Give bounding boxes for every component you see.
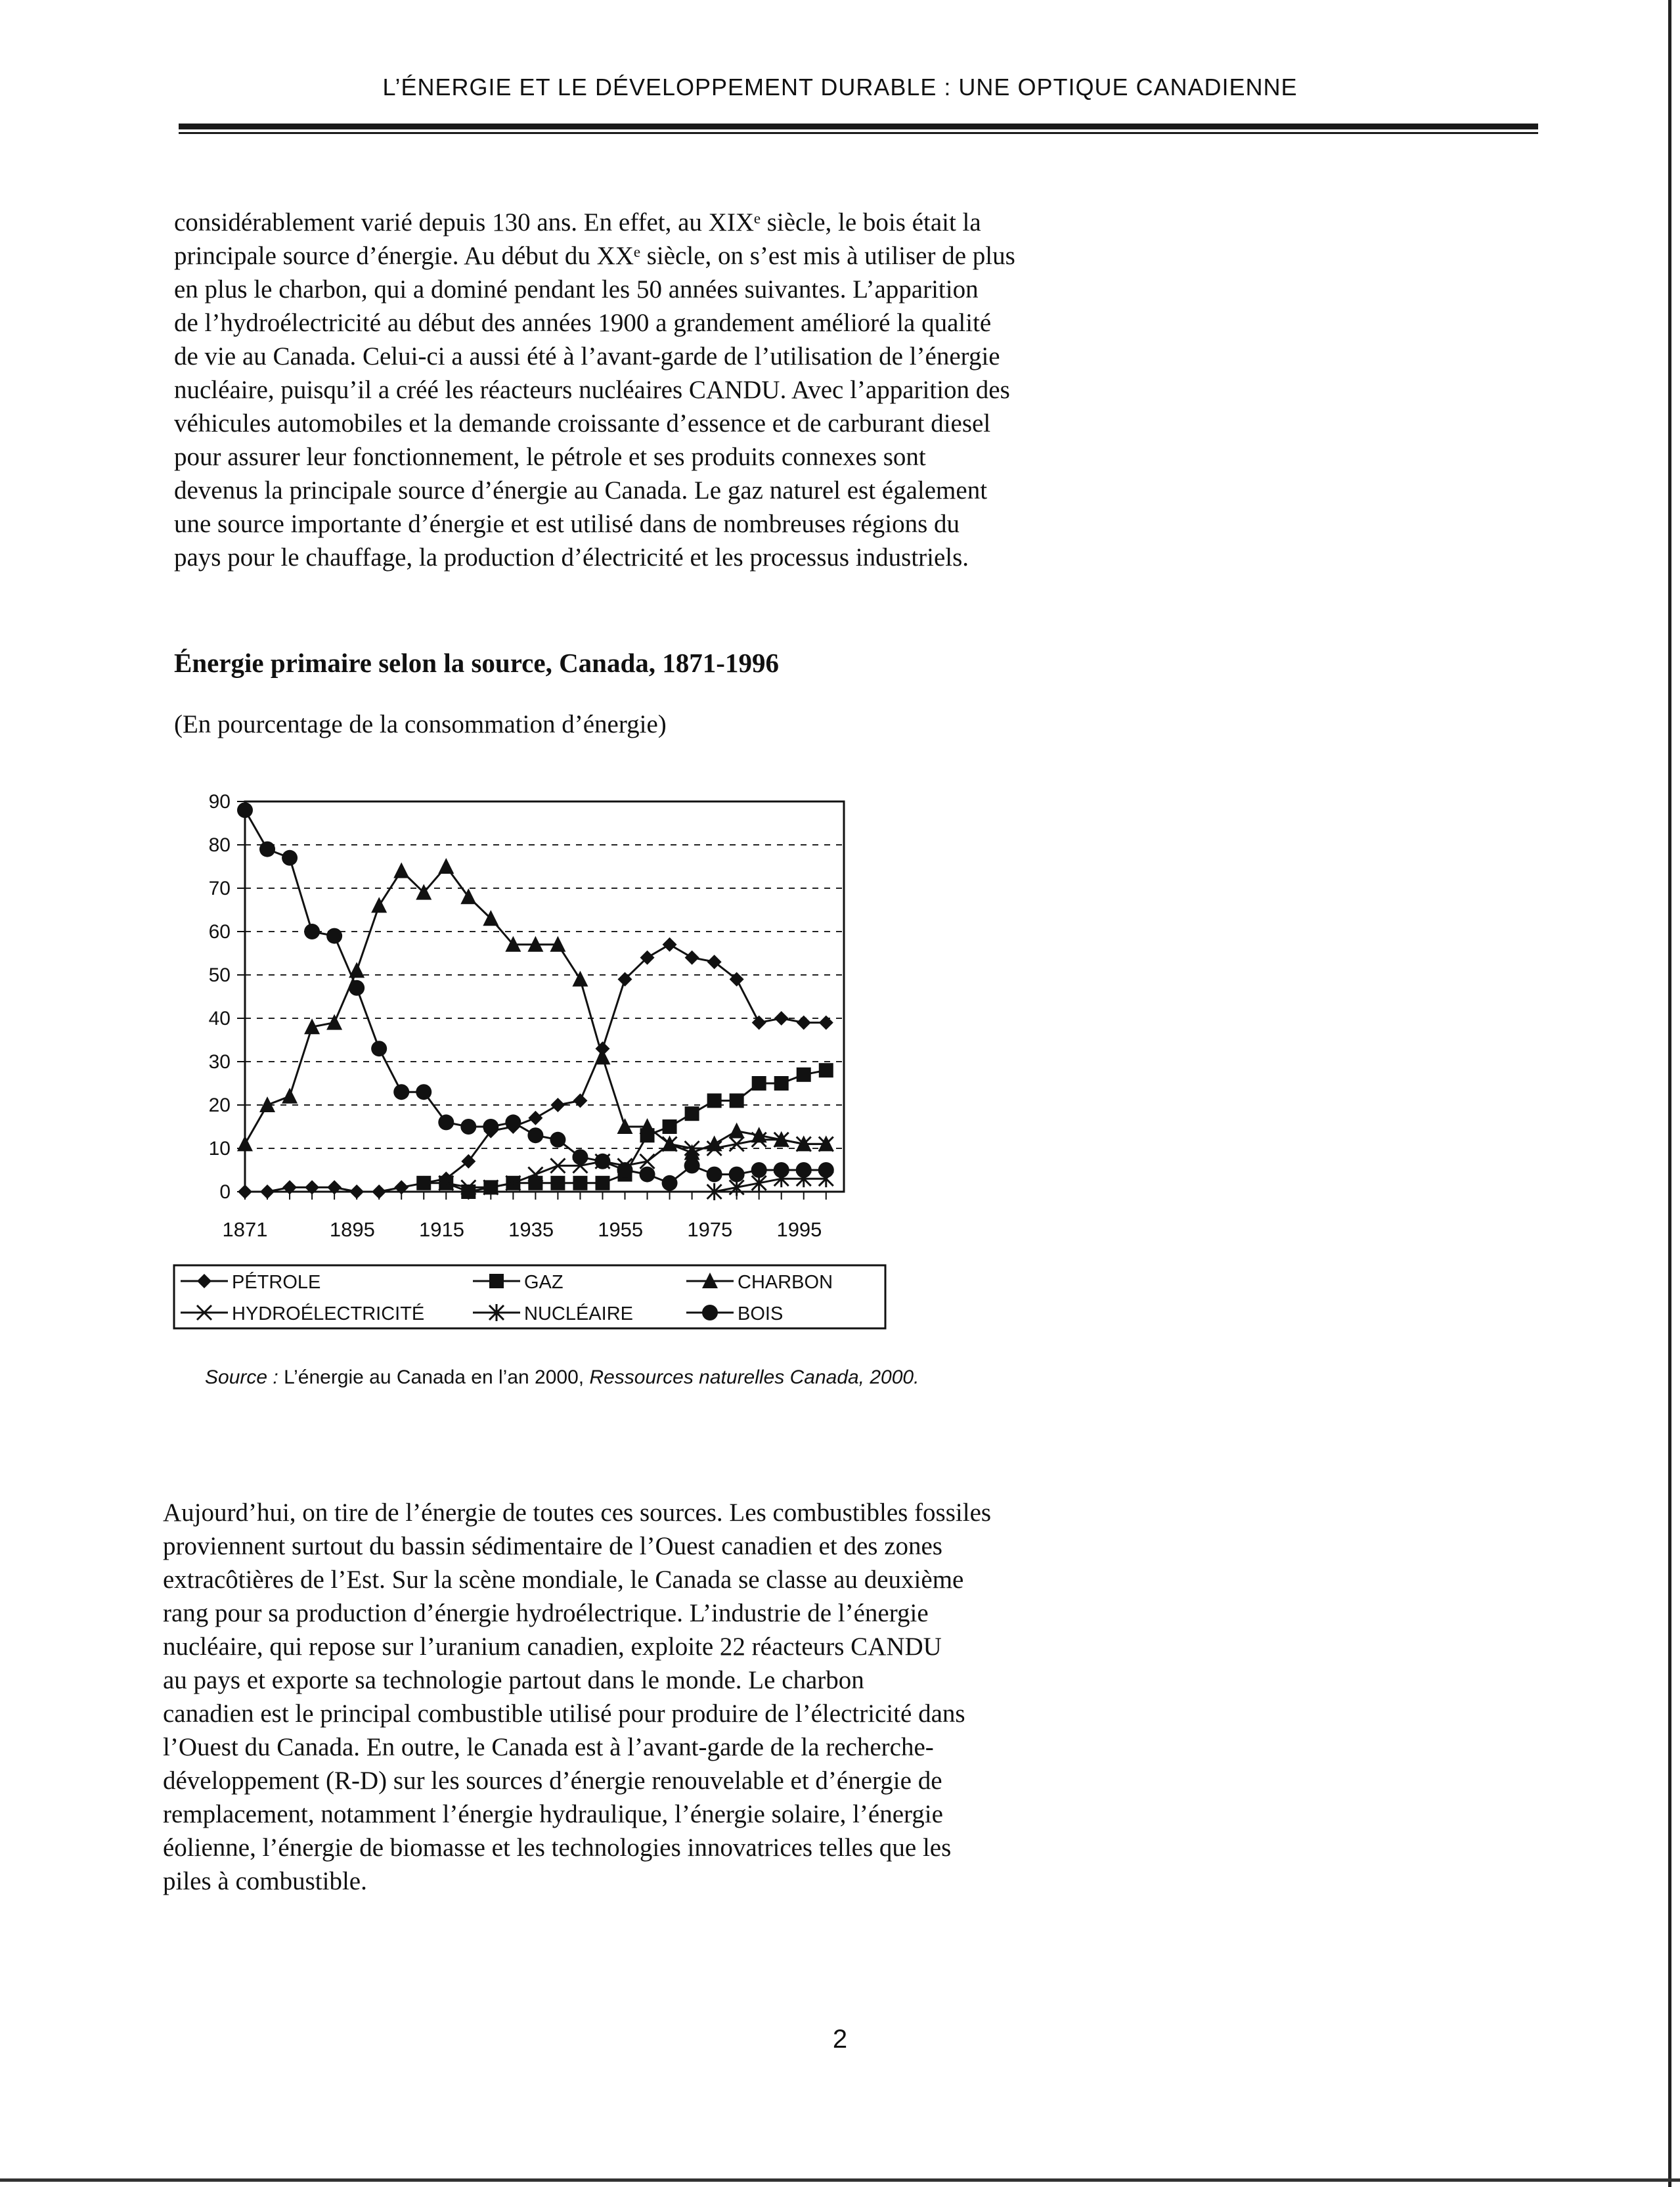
point-charbon (572, 971, 588, 987)
point-gaz (797, 1068, 811, 1082)
y-tick-label: 30 (208, 1051, 231, 1073)
source-note (205, 1366, 919, 1389)
x-tick-label: 1871 (222, 1218, 268, 1241)
point-bois (550, 1132, 565, 1148)
point-bois (527, 1127, 543, 1143)
source-text: L’énergie au Canada en l’an 2000, (278, 1366, 590, 1388)
point-charbon (594, 1048, 610, 1064)
y-tick-label: 40 (208, 1008, 231, 1029)
point-charbon (438, 858, 454, 874)
point-bois (304, 924, 320, 939)
point-bois (483, 1119, 498, 1135)
y-tick-label: 0 (219, 1181, 231, 1203)
point-bois (460, 1119, 476, 1135)
x-tick-label: 1955 (598, 1218, 644, 1241)
paragraph-line: développement (R-D) sur les sources d’énergie renouvelable et d’énergie de (163, 1767, 942, 1795)
point-petrole (663, 937, 677, 952)
point-bois (774, 1162, 789, 1178)
y-tick-label: 70 (208, 878, 231, 899)
paragraph-line: proviennent surtout du bassin sédimentaire de l’Ouest canadien et des zones (163, 1532, 942, 1560)
legend-label-nucleaire: NUCLÉAIRE (524, 1303, 633, 1324)
paragraph-line: l’Ouest du Canada. En outre, le Canada est à l’avant-garde de la recherche- (163, 1733, 934, 1761)
paragraph-line: extracôtières de l’Est. Sur la scène mondiale, le Canada se classe au deuxième (163, 1566, 964, 1594)
point-charbon (237, 1135, 253, 1151)
point-bois (684, 1158, 700, 1173)
point-petrole (819, 1016, 833, 1030)
paragraph-line: de vie au Canada. Celui-ci a aussi été à l’avant-garde de l’utilisation de l’énergie (174, 342, 1000, 371)
point-bois (796, 1162, 812, 1178)
point-petrole (260, 1184, 275, 1199)
paragraph-line: de l’hydroélectricité au début des années 1900 a grandement amélioré la qualité (174, 309, 992, 337)
point-petrole (797, 1016, 811, 1030)
point-charbon (326, 1014, 342, 1030)
paragraph-line: devenus la principale source d’énergie au Canada. Le gaz naturel est également (174, 476, 988, 505)
point-bois (751, 1162, 767, 1178)
paragraph-line: nucléaire, qui repose sur l’uranium canadien, exploite 22 réacteurs CANDU (163, 1633, 942, 1661)
point-gaz (685, 1106, 699, 1121)
paragraph-line: une source importante d’énergie et est utilisé dans de nombreuses régions du (174, 510, 960, 538)
point-gaz (416, 1176, 431, 1190)
point-charbon (371, 897, 387, 913)
legend-marker-bois (702, 1305, 718, 1320)
chart-subtitle: (En pourcentage de la consommation d’énergie) (174, 710, 667, 738)
legend-label-petrole: PÉTROLE (232, 1272, 321, 1293)
y-tick-label: 60 (208, 921, 231, 943)
point-bois (505, 1114, 521, 1130)
point-bois (662, 1175, 678, 1191)
y-tick-label: 80 (208, 834, 231, 856)
legend-label-charbon: CHARBON (738, 1272, 833, 1293)
legend-label-hydroelectricite: HYDROÉLECTRICITÉ (232, 1303, 425, 1324)
point-bois (617, 1162, 633, 1178)
point-petrole (372, 1184, 386, 1199)
paragraph-line: remplacement, notamment l’énergie hydraulique, l’énergie solaire, l’énergie (163, 1800, 943, 1828)
point-petrole (752, 1016, 766, 1030)
legend-marker-petrole (197, 1274, 211, 1288)
point-charbon (393, 863, 409, 878)
point-bois (729, 1167, 745, 1183)
point-petrole (528, 1111, 542, 1125)
legend-label-bois: BOIS (738, 1303, 784, 1324)
x-tick-label: 1935 (508, 1218, 554, 1241)
paragraph-line: pays pour le chauffage, la production d’électricité et les processus industriels. (174, 543, 969, 572)
point-gaz (573, 1176, 587, 1190)
point-bois (438, 1114, 454, 1130)
paragraph-line: principale source d’énergie. Au début du XXᵉ siècle, on s’est mis à utiliser de plus (174, 242, 1015, 270)
point-gaz (774, 1076, 789, 1091)
point-petrole (550, 1098, 565, 1112)
point-bois (594, 1154, 610, 1169)
point-bois (640, 1167, 655, 1183)
point-bois (416, 1084, 431, 1100)
point-petrole (238, 1184, 252, 1199)
point-gaz (550, 1176, 565, 1190)
point-gaz (595, 1176, 609, 1190)
paragraph-line: canadien est le principal combustible utilisé pour produire de l’électricité dans (163, 1700, 965, 1728)
point-gaz (819, 1063, 833, 1077)
page-number: 2 (832, 2025, 848, 2054)
point-bois (371, 1041, 387, 1056)
legend-marker-gaz (489, 1274, 504, 1288)
x-tick-label: 1915 (418, 1218, 464, 1241)
legend-label-gaz: GAZ (524, 1272, 564, 1293)
point-petrole (685, 951, 699, 965)
point-gaz (752, 1076, 766, 1091)
point-bois (818, 1162, 834, 1178)
point-bois (572, 1149, 588, 1165)
y-tick-label: 10 (208, 1138, 231, 1160)
x-tick-label: 1975 (687, 1218, 733, 1241)
point-bois (259, 842, 275, 857)
point-bois (282, 850, 298, 866)
y-tick-label: 20 (208, 1094, 231, 1116)
paragraph-line: au pays et exporte sa technologie partout dans le monde. Le charbon (163, 1666, 864, 1694)
point-bois (349, 980, 365, 996)
point-bois (707, 1167, 722, 1183)
paragraph-line: nucléaire, puisqu’il a créé les réacteurs nucléaires CANDU. Avec l’apparition des (174, 376, 1010, 404)
point-gaz (663, 1119, 677, 1134)
point-petrole (349, 1184, 364, 1199)
paragraph-line: pour assurer leur fonctionnement, le pétrole et ses produits connexes sont (174, 443, 926, 471)
paragraph-line: considérablement varié depuis 130 ans. En effet, au XIXᵉ siècle, le bois était la (174, 208, 981, 237)
chart-title: Énergie primaire selon la source, Canada, 1871-1996 (174, 648, 779, 678)
point-gaz (707, 1093, 722, 1108)
point-bois (237, 802, 253, 818)
point-bois (326, 928, 342, 944)
point-charbon (282, 1088, 298, 1104)
source-publisher: Ressources naturelles Canada, 2000. (589, 1366, 919, 1388)
series-line-charbon (245, 867, 826, 1153)
x-tick-label: 1895 (329, 1218, 375, 1241)
y-tick-label: 50 (208, 964, 231, 986)
paragraph-line: rang pour sa production d’énergie hydroélectrique. L’industrie de l’énergie (163, 1599, 929, 1627)
point-charbon (729, 1123, 745, 1139)
plot-frame (245, 801, 844, 1192)
paragraph-line: éolienne, l’énergie de biomasse et les technologies innovatrices telles que les (163, 1834, 952, 1862)
x-tick-label: 1995 (776, 1218, 822, 1241)
paragraph-2 (163, 1496, 991, 1898)
paragraph-line: piles à combustible. (163, 1867, 367, 1895)
point-petrole (774, 1011, 789, 1026)
point-gaz (730, 1093, 744, 1108)
point-bois (393, 1084, 409, 1100)
paragraph-line: en plus le charbon, qui a dominé pendant les 50 années suivantes. L’apparition (174, 275, 979, 304)
paragraph-line: véhicules automobiles et la demande croissante d’essence et de carburant diesel (174, 409, 991, 438)
y-tick-label: 90 (208, 791, 231, 813)
point-petrole (573, 1093, 587, 1108)
paragraph-line: Aujourd’hui, on tire de l’énergie de toutes ces sources. Les combustibles fossiles (163, 1499, 992, 1527)
point-gaz (528, 1176, 542, 1190)
source-label: Source : (205, 1366, 278, 1388)
running-header: L’ÉNERGIE ET LE DÉVELOPPEMENT DURABLE : UNE OPTIQUE CANADIENNE (382, 74, 1298, 101)
